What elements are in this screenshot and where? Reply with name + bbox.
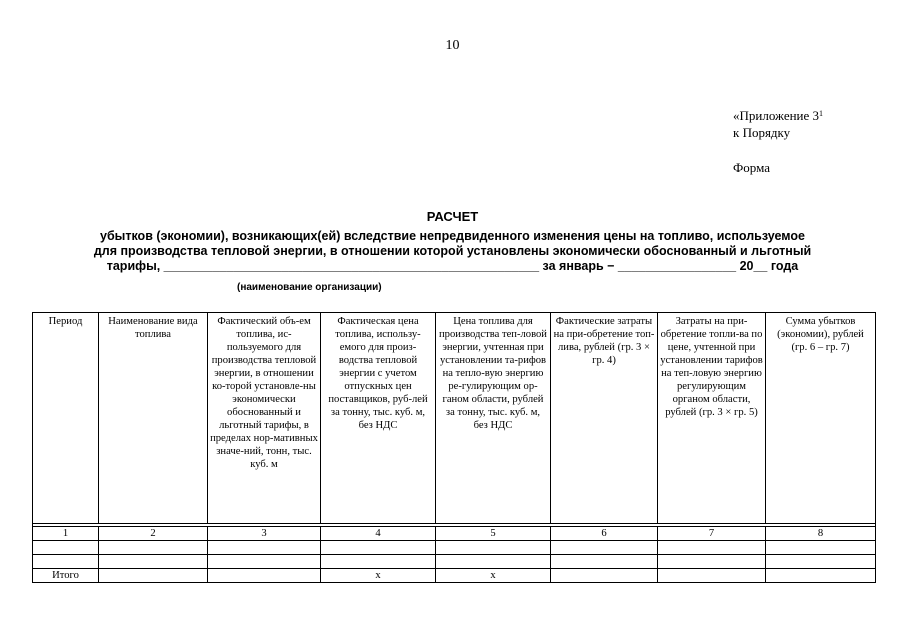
form-label: Форма — [733, 160, 770, 175]
column-number: 6 — [551, 527, 658, 541]
table-cell — [551, 555, 658, 569]
table-cell — [99, 555, 208, 569]
table-cell — [658, 569, 766, 583]
organization-caption: (наименование организации) — [237, 282, 382, 293]
header-cell: Фактическая цена топлива, использу-емого для произ-водства тепловой энергии с учетом отпускных цен поставщиков, руб-лей за тонну, тыс. куб. м, без НДС — [321, 313, 436, 524]
calculation-table — [32, 312, 876, 583]
table-cell — [436, 555, 551, 569]
subtitle-line-2: для производства тепловой энергии, в отношении которой установлены экономически обоснованный и льготный — [93, 244, 812, 258]
appendix-line-1: «Приложение $3^1$ — [733, 108, 824, 123]
appendix-reference — [733, 107, 823, 141]
table-cell: x — [321, 569, 436, 583]
header-cell: Период — [33, 313, 99, 524]
appendix-superscript: 1 — [819, 109, 824, 118]
table-cell — [208, 541, 321, 555]
table-cell — [766, 541, 876, 555]
header-cell: Наименование вида топлива — [99, 313, 208, 524]
table-cell — [766, 569, 876, 583]
appendix-line-2: к Порядку — [733, 125, 791, 140]
header-cell: Фактические затраты на при-обретение топ-лива, рублей (гр. 3 × гр. 4) — [551, 313, 658, 524]
page-number: 10 — [445, 38, 460, 53]
column-number: 3 — [208, 527, 321, 541]
column-number-row — [33, 527, 876, 541]
table-cell — [766, 555, 876, 569]
table-row — [33, 541, 876, 555]
table-cell — [33, 541, 99, 555]
column-number: 4 — [321, 527, 436, 541]
column-number: 5 — [436, 527, 551, 541]
total-label: Итого — [33, 569, 99, 583]
column-number: 1 — [33, 527, 99, 541]
column-number: 2 — [99, 527, 208, 541]
table-cell — [208, 569, 321, 583]
table-cell — [658, 555, 766, 569]
header-cell: Фактический объ-ем топлива, ис-пользуемого для производства тепловой энергии, в отношении ко-торой установле-ны экономически обоснованный и льготный тарифы, в пределах нор-мативных значе-ний, тонн, тыс. куб. м — [208, 313, 321, 524]
table-cell — [33, 555, 99, 569]
table-header-row — [33, 313, 876, 524]
table-cell — [551, 569, 658, 583]
total-row — [33, 569, 876, 583]
subtitle-line-1: убытков (экономии), возникающих(ей) вследствие непредвиденного изменения цены на топливо, используемое — [100, 229, 805, 243]
header-cell: Цена топлива для производства теп-ловой энергии, учтенная при установлении та-рифов на тепло-вую энергию ре-гулирующим ор-ганом области, рублей за тонну, тыс. куб. м, без НДС — [436, 313, 551, 524]
table-cell — [99, 569, 208, 583]
table-cell — [551, 541, 658, 555]
table-cell: x — [436, 569, 551, 583]
table-cell — [208, 555, 321, 569]
header-cell: Сумма убытков (экономии), рублей (гр. 6 – гр. 7) — [766, 313, 876, 524]
table-cell — [658, 541, 766, 555]
table-row — [33, 555, 876, 569]
table-cell — [321, 541, 436, 555]
column-number: 7 — [658, 527, 766, 541]
table-cell — [99, 541, 208, 555]
table-cell — [436, 541, 551, 555]
document-subtitle — [40, 229, 865, 274]
column-number: 8 — [766, 527, 876, 541]
table-cell — [321, 555, 436, 569]
subtitle-line-3: тарифы, ______________________________________________________ за январь − _________________ 20__ года — [106, 259, 799, 273]
document-title: РАСЧЕТ — [426, 209, 479, 224]
header-cell: Затраты на при-обретение топли-ва по цене, учтенной при установлении тарифов на теп-ловую энергию регулирующим органом области, рублей (гр. 3 × гр. 5) — [658, 313, 766, 524]
